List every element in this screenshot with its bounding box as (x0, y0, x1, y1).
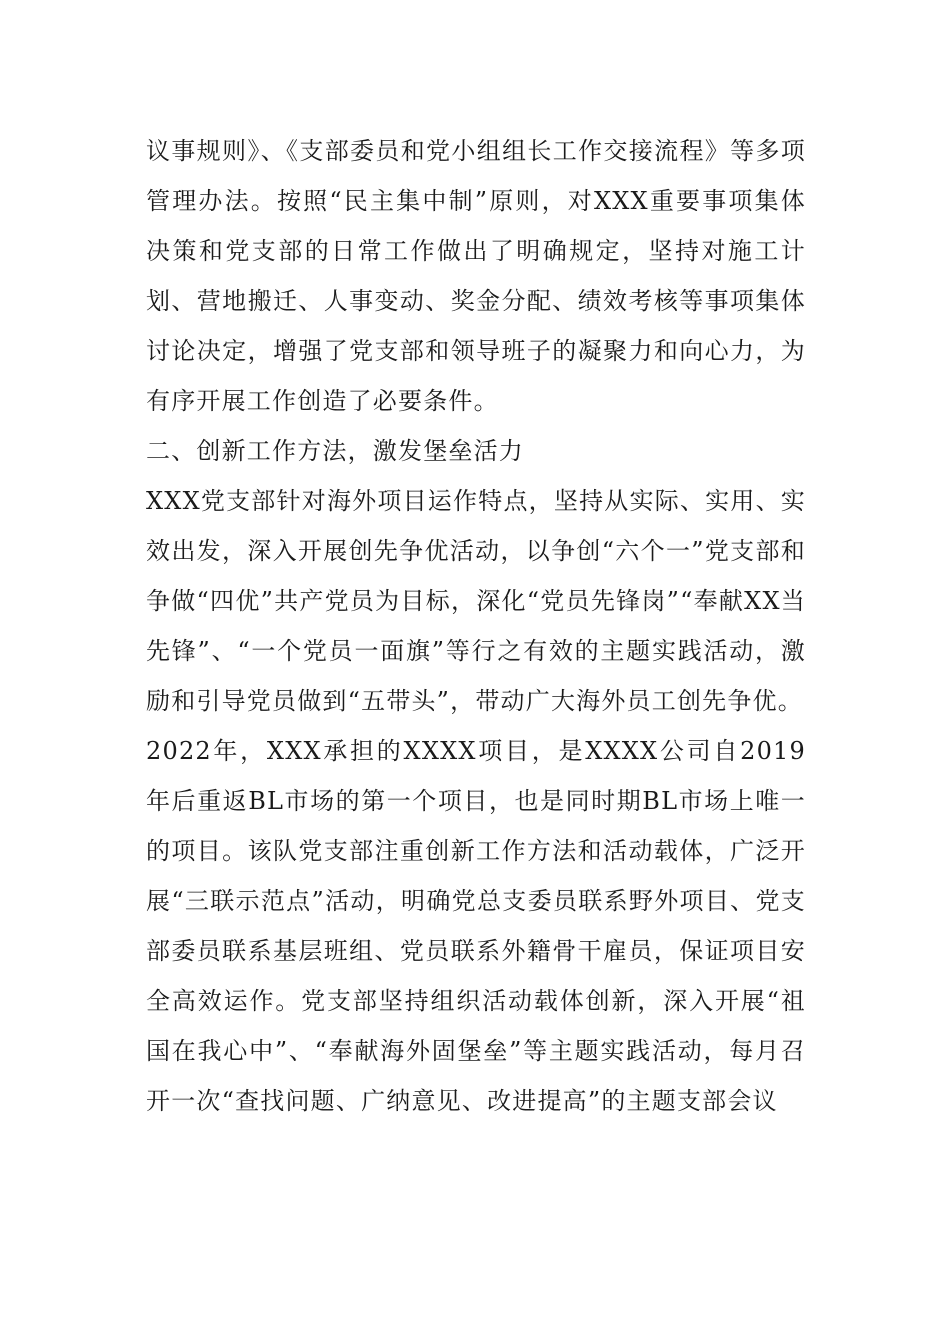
document-page (146, 126, 806, 1126)
section-heading-2: 二、创新工作方法，激发堡垒活力 (146, 437, 524, 465)
paragraph-rules: 议事规则》、《支部委员和党小组组长工作交接流程》等多项管理办法。按照“民主集中制”原则，对XXX重要事项集体决策和党支部的日常工作做出了明确规定，坚持对施工计划、营地搬迁、人事变动、奖金分配、绩效考核等事项集体讨论决定，增强了党支部和领导班子的凝聚力和向心力，为有序开展工作创造了必要条件。 (146, 137, 806, 415)
paragraph-innovation: XXX党支部针对海外项目运作特点，坚持从实际、实用、实效出发，深入开展创先争优活动，以争创“六个一”党支部和争做“四优”共产党员为目标，深化“党员先锋岗”“奉献XX当先锋”、“一个党员一面旗”等行之有效的主题实践活动，激励和引导党员做到“五带头”，带动广大海外员工创先争优。 (146, 487, 806, 715)
paragraph-project-2022: 2022年，XXX承担的XXXX项目，是XXXX公司自2019年后重返BL市场的第一个项目，也是同时期BL市场上唯一的项目。该队党支部注重创新工作方法和活动载体，广泛开展“三联示范点”活动，明确党总支委员联系野外项目、党支部委员联系基层班组、党员联系外籍骨干雇员，保证项目安全高效运作。党支部坚持组织活动载体创新，深入开展“祖国在我心中”、“奉献海外固堡垒”等主题实践活动，每月召开一次“查找问题、广纳意见、改进提高”的主题支部会议 (146, 737, 806, 1115)
